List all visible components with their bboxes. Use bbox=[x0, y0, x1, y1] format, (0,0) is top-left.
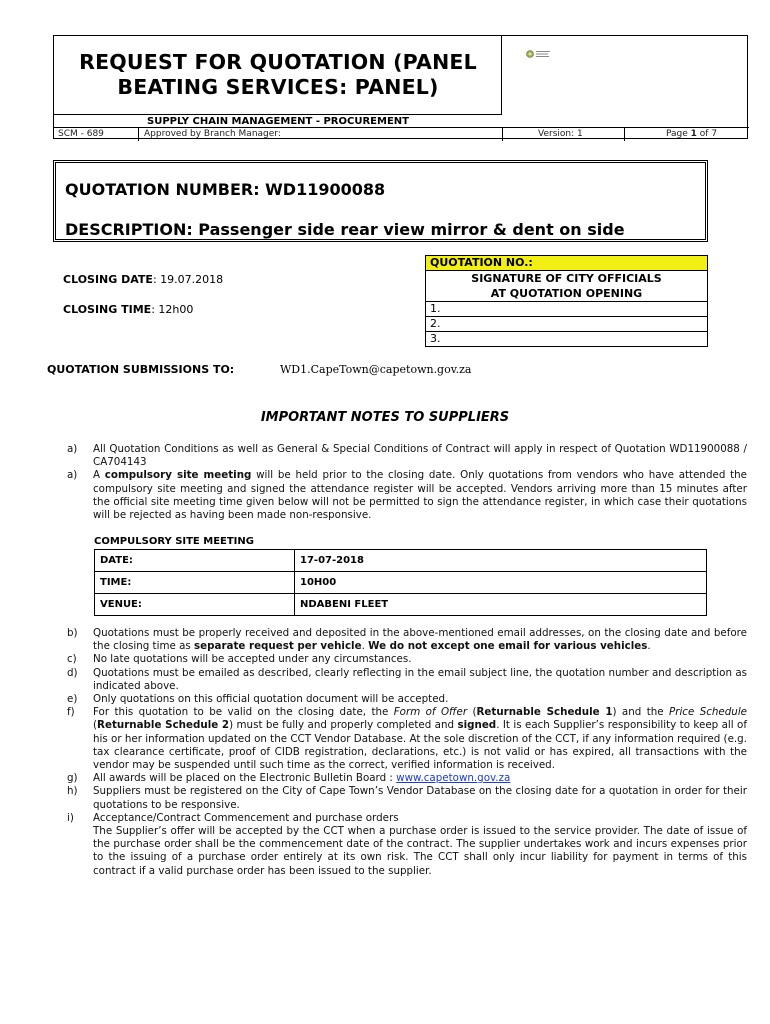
city-logo-icon bbox=[526, 49, 576, 59]
note-item bbox=[67, 812, 747, 878]
note-text: will be held prior to the closing date. Only quotations from vendors who have attended the compulsory site meeting and signed the attendance register will be accepted. Vendors arriving more than 15 minutes after the official site meeting time given below will not be permitted to sign the attendance register, in which case their quotations will be rejected as having been made non-responsive. bbox=[93, 469, 747, 522]
signature-row: 1. bbox=[426, 302, 708, 317]
note-marker: i) bbox=[67, 811, 74, 824]
doc-code: SCM - 689 bbox=[58, 129, 104, 139]
note-bold: separate request per vehicle bbox=[194, 640, 362, 653]
notes-block-2 bbox=[67, 627, 747, 878]
note-bold: Returnable Schedule 1 bbox=[476, 706, 613, 719]
note-text: ) and the bbox=[612, 706, 669, 719]
site-meeting-title: COMPULSORY SITE MEETING bbox=[94, 536, 254, 547]
divider bbox=[502, 128, 503, 141]
signature-heading bbox=[426, 271, 708, 302]
note-item bbox=[67, 469, 747, 522]
note-text: . bbox=[361, 640, 369, 653]
page-number: 1 bbox=[690, 129, 697, 139]
title-line-2: BEATING SERVICES: PANEL) bbox=[117, 75, 439, 99]
note-italic: Price Schedule bbox=[669, 706, 748, 719]
note-marker: c) bbox=[67, 653, 77, 666]
site-meeting-label: VENUE: bbox=[95, 594, 295, 616]
note-marker: a) bbox=[67, 443, 78, 455]
note-marker: g) bbox=[67, 772, 78, 785]
page-prefix: Page bbox=[666, 129, 691, 139]
note-marker: a) bbox=[67, 469, 78, 482]
note-marker: h) bbox=[67, 785, 78, 798]
table-row bbox=[95, 594, 707, 616]
notes-title: IMPORTANT NOTES TO SUPPLIERS bbox=[260, 410, 510, 425]
closing-time bbox=[63, 303, 193, 316]
note-text: Quotations must be emailed as described, clearly reflecting in the email subject line, the quotation number and description as indicated above. bbox=[93, 666, 747, 692]
page-suffix: of 7 bbox=[696, 129, 718, 139]
header-meta-row bbox=[54, 127, 749, 140]
signature-row: 2. bbox=[426, 317, 708, 332]
submissions-label: QUOTATION SUBMISSIONS TO: bbox=[47, 363, 235, 376]
note-item bbox=[67, 772, 747, 785]
note-item bbox=[67, 627, 747, 653]
note-bold: signed bbox=[457, 719, 497, 732]
note-bold: We do not except one email for various vehicles bbox=[368, 640, 648, 653]
divider bbox=[138, 128, 139, 141]
document-subtitle: SUPPLY CHAIN MANAGEMENT - PROCUREMENT bbox=[147, 116, 409, 127]
signature-heading-line-1: SIGNATURE OF CITY OFFICIALS bbox=[471, 272, 662, 285]
note-item bbox=[67, 653, 747, 666]
closing-time-label: CLOSING TIME bbox=[63, 303, 152, 316]
note-item bbox=[67, 706, 747, 772]
note-text: Suppliers must be registered on the City of Cape Town’s Vendor Database on the closing date for a quotation in order for their quotations to be responsive. bbox=[93, 785, 747, 811]
note-text: A bbox=[93, 469, 105, 482]
note-marker: b) bbox=[67, 627, 78, 639]
note-text: . bbox=[647, 640, 651, 653]
document-header bbox=[53, 35, 748, 139]
note-item bbox=[67, 667, 747, 693]
subtitle-cell bbox=[54, 114, 502, 127]
divider bbox=[624, 128, 625, 141]
page-indicator bbox=[666, 128, 717, 140]
signature-table bbox=[425, 255, 708, 347]
note-text: No late quotations will be accepted under any circumstances. bbox=[93, 653, 412, 666]
note-text: Quotations must be properly received and deposited in the above-mentioned email addresses, on the closing date and before the closing time as bbox=[93, 627, 747, 653]
closing-date bbox=[63, 273, 223, 286]
note-text: All Quotation Conditions as well as General & Special Conditions of Contract will apply in respect of Quotation WD11900088 / CA704143 bbox=[93, 443, 747, 469]
closing-date-label: CLOSING DATE bbox=[63, 273, 153, 286]
quotation-description: DESCRIPTION: Passenger side rear view mirror & dent on side bbox=[65, 220, 625, 239]
title-line-1: REQUEST FOR QUOTATION (PANEL bbox=[79, 50, 477, 74]
note-text: . It is each Supplier’s responsibility to keep all of his or her information updated on the CCT Vendor Database. At the sole discretion of the CCT, if any information required (e.g. tax clearance certificate, proof of CIDB registration, declarations, etc.) is not valid or has expired, all transactions with the vendor may be suspended until such time as the correct, verified information is received. bbox=[93, 719, 747, 772]
note-item bbox=[67, 693, 747, 706]
table-row bbox=[95, 550, 707, 572]
note-text: The Supplier’s offer will be accepted by the CCT when a purchase order is issued to the service provider. The date of issue of the purchase order shall be the commencement date of the contract. The supplier undertakes work and incurs expenses prior to the issuing of a purchase order entirely at its own risk. The CCT shall only incur liability for payment in terms of this contract if a valid purchase order has been issued to the supplier. bbox=[93, 825, 747, 877]
note-text: All awards will be placed on the Electronic Bulletin Board : bbox=[93, 772, 397, 785]
quotation-box bbox=[53, 160, 708, 242]
note-item bbox=[67, 443, 747, 469]
note-text: ( bbox=[93, 719, 98, 732]
site-meeting-value: 10H00 bbox=[295, 572, 707, 594]
note-marker: f) bbox=[67, 706, 75, 719]
version: Version: 1 bbox=[538, 129, 583, 139]
site-meeting-table bbox=[94, 549, 707, 616]
approved-by: Approved by Branch Manager: bbox=[144, 129, 281, 139]
note-heading: Acceptance/Contract Commencement and purchase orders bbox=[93, 811, 399, 824]
site-meeting-label: DATE: bbox=[95, 550, 295, 572]
quotation-no-header: QUOTATION NO.: bbox=[426, 256, 708, 271]
title-cell bbox=[54, 36, 502, 114]
quotation-number: QUOTATION NUMBER: WD11900088 bbox=[65, 180, 386, 199]
site-meeting-value: 17-07-2018 bbox=[295, 550, 707, 572]
submissions-email[interactable]: WD1.CapeTown@capetown.gov.za bbox=[280, 363, 472, 376]
site-meeting-label: TIME: bbox=[95, 572, 295, 594]
note-text: ) must be fully and properly completed and bbox=[229, 719, 458, 732]
document-title bbox=[54, 50, 502, 100]
signature-row: 3. bbox=[426, 332, 708, 347]
notes-block-1 bbox=[67, 443, 747, 522]
table-row bbox=[95, 572, 707, 594]
note-text: For this quotation to be valid on the closing date, the bbox=[93, 706, 394, 719]
note-bold: compulsory site meeting bbox=[104, 469, 252, 482]
note-text: ( bbox=[467, 706, 477, 719]
site-meeting-value: NDABENI FLEET bbox=[295, 594, 707, 616]
note-italic: Form of Offer bbox=[393, 706, 468, 719]
note-marker: e) bbox=[67, 693, 78, 706]
logo-cell bbox=[502, 36, 749, 127]
note-marker: d) bbox=[67, 666, 78, 679]
note-text: Only quotations on this official quotation document will be accepted. bbox=[93, 693, 449, 706]
closing-time-value: : 12h00 bbox=[151, 303, 194, 316]
note-bold: Returnable Schedule 2 bbox=[97, 719, 230, 732]
closing-date-value: : 19.07.2018 bbox=[152, 273, 224, 286]
signature-heading-line-2: AT QUOTATION OPENING bbox=[490, 287, 643, 300]
note-item bbox=[67, 785, 747, 811]
capetown-website-link[interactable]: www.capetown.gov.za bbox=[396, 772, 511, 785]
